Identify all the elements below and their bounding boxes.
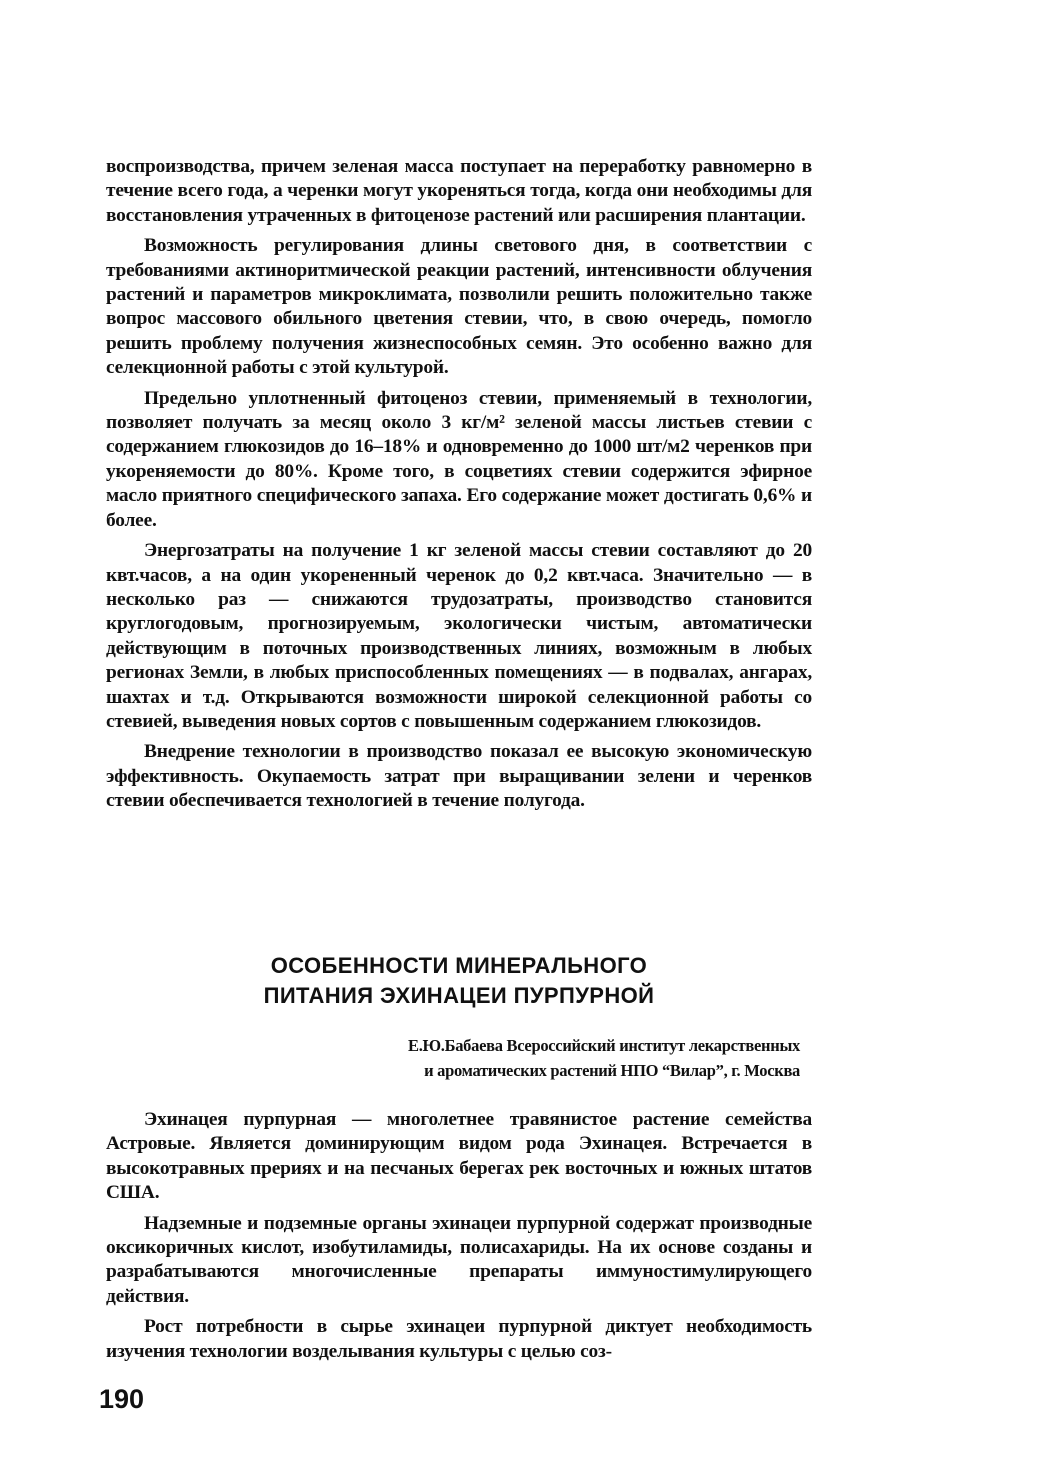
paragraph-energy-costs: Энергозатраты на получение 1 кг зеленой массы стевии составляют до 20 квт.часов, а на один укорененный черенок до 0,2 квт.часа. Значительно — в несколько раз — снижаются трудозатраты, производство становится круглогодовым, прогнозируемым, экологически чистым, автоматически действующим в поточных производственных линиях, возможным в любых регионах Земли, в любых приспособленных помещениях — в подвалах, ангарах, шахтах и т.д. Открываются возможности широкой селекционной работы со стевией, выведения новых сортов с повышенным содержанием глюкозидов. (106, 540, 812, 732)
article-title-line-1: ОСОБЕННОСТИ МИНЕРАЛЬНОГО (270, 953, 648, 978)
article-body (106, 1108, 812, 1370)
paragraph-echinacea-intro: Эхинацея пурпурная — многолетнее травянистое растение семейства Астровые. Является доминирующим видом рода Эхинацея. Встречается в высокотравных прериях и на песчаных берегах рек восточных и южных штатов США. (106, 1109, 812, 1204)
article-title (106, 951, 812, 1011)
article-title-line-2: ПИТАНИЯ ЭХИНАЦЕИ ПУРПУРНОЙ (263, 983, 655, 1008)
paragraph-phytocenosis-yield: Предельно уплотненный фитоценоз стевии, применяемый в технологии, позволяет получать за месяц около 3 кг/м² зеленой массы листьев стевии с содержанием глюкозидов до 16–18% и одновременно до 1000 шт/м2 черенков при укореняемости до 80%. Кроме того, в соцветиях стевии содержится эфирное масло приятного специфического запаха. Его содержание может достигать 0,6% и более. (106, 387, 812, 531)
author-affiliation (300, 1033, 800, 1083)
paragraph-continued: воспроизводства, причем зеленая масса поступает на переработку равномерно в течение всего года, а черенки могут укореняться тогда, когда они необходимы для восстановления утраченных в фитоценозе растений или расширения плантации. (106, 156, 812, 226)
continued-text-section (106, 155, 812, 820)
page-number: 190 (99, 1384, 145, 1414)
paragraph-echinacea-demand: Рост потребности в сырье эхинацеи пурпурной диктует необходимость изучения технологии возделывания культуры с целью соз- (106, 1316, 812, 1362)
author-line-1: Е.Ю.Бабаева Всероссийский институт лекарственных (407, 1036, 800, 1055)
paragraph-economic-efficiency: Внедрение технологии в производство показал ее высокую экономическую эффективность. Окупаемость затрат при выращивании зелени и черенков стевии обеспечивается технологией в течение полугода. (106, 741, 812, 812)
paragraph-daylight-regulation: Возможность регулирования длины светового дня, в соответствии с требованиями актиноритмической реакции растений, интенсивности облучения растений и параметров микроклимата, позволили решить положительно также вопрос массового обильного цветения стевии, что, в свою очередь, помогло решить проблему получения жизнеспособных семян. Это особенно важно для селекционной работы с этой культурой. (106, 235, 812, 379)
author-line-2: и ароматических растений НПО “Вилар”, г. Москва (424, 1061, 800, 1080)
paragraph-echinacea-compounds: Надземные и подземные органы эхинацеи пурпурной содержат производные оксикоричных кислот, изобутиламиды, полисахариды. На их основе созданы и разрабатываются многочисленные препараты иммуностимулирующего действия. (106, 1212, 812, 1307)
